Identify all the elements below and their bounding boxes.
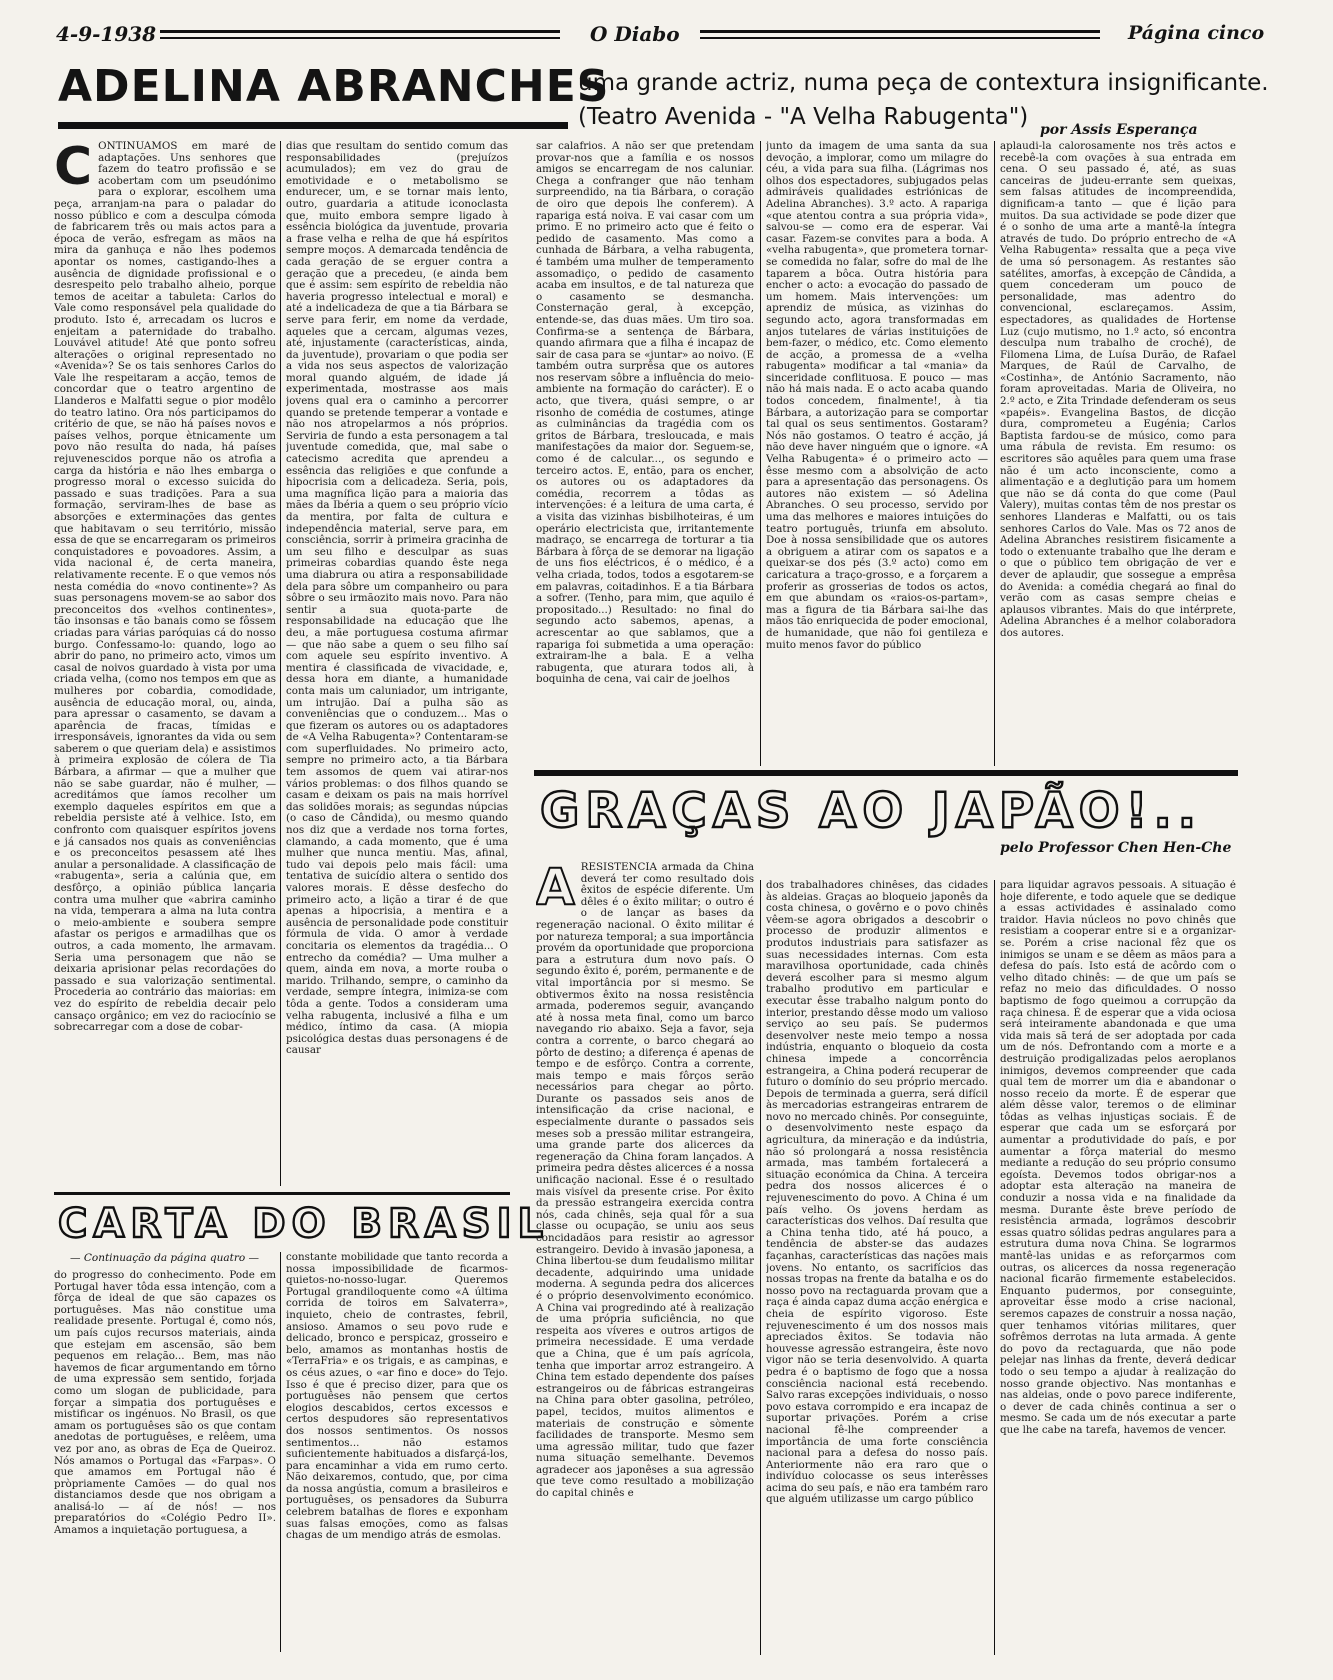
headline-subtitle-1: uma grande actriz, numa peça de contextura insignificante.	[578, 70, 1269, 96]
column-divider	[994, 141, 995, 766]
masthead-paper-name: O Diabo	[590, 22, 680, 46]
article1-col3-text: sar calafrios. A não ser que pretendam provar-nos que a família e os nossos amigos se encarregam de nos caluniar. Chega a confranger que não tenham surpreendido, na tia Bárbara, o coração de oiro que depois lhe conferem). A rapariga está noiva. E vai casar com um primo. E no primeiro acto que é feito o pedido de casamento. Mas como a cunhada de Bárbara, a velha rabugenta, é também uma mulher de temperamento assomadiço, o pedido de casamento acaba em insultos, e de tal natureza que o casamento se desmancha. Consternação geral, à excepção, entende-se, das duas mães. Um tiro soa. Confirma-se a sentença de Bárbara, quando afirmara que a filha é incapaz de sair de casa para se «juntar» ao noivo. (E também outra surprêsa que os autores nos reservam sôbre a influência do meio-ambiente na formação do carácter). E o acto, que tivera, quási sempre, o ar risonho de comédia de costumes, atinge as culminâncias da tragédia com os gritos de Bárbara, tresloucada, e mais manifestações da maior dor. Seguem-se, como é de calcular..., os segundo e terceiro actos. E, então, para os encher, os autores ou os adaptadores da comédia, recorrem a tôdas as intervenções: é a leitura de uma carta, é a visita das vizinhas bisbilhoteiras, é um operário electricista que, irritantemente madraço, se encarrega de torturar a tia Bárbara à fôrça de se demorar na ligação de uns fios eléctricos, é o médico, é a velha criada, todos, todos a esgotarem-se em palavras, coitadinhos. E a tia Bárbara a sofrer. (Tenho, para mim, que aquilo é propositado...) Resultado: no final do segundo acto sabemos, apenas, a acrescentar ao que sablamos, que a rapariga foi submetida a uma operação: extrairam-lhe a bala. E a velha rabugenta, que aturara todos ali, à boquinha de cena, vai cair de joelhos	[536, 141, 754, 686]
carta-do-brasil-title: CARTA DO BRASIL	[58, 1201, 549, 1247]
article2-column-2	[286, 1252, 508, 1655]
article2-col2-text: constante mobilidade que tanto recorda a nossa impossibilidade de ficarmos-quietos-no-nosso-lugar. Queremos Portugal grandiloquente como «A última corrida de toiros em Salvaterra», inquieto, cheio de contrastes, febril, ansioso. Amamos o seu povo rude e delicado, bronco e perspicaz, grosseiro e belo, amamos as montanhas hostis de «TerraFria» e os trigais, e as campinas, e os céus azues, o «ar fino e doce» do Tejo. Isso é que é preciso dizer, para que os portuguêses não pensem que certos elogios descabidos, certos excessos e certos despudores são representativos dos nossos sentimentos. Os nossos sentimentos... não estamos suficientemente habituados a disfarçá-los, para encaminhar a vida em rumo certo. Não deixaremos, contudo, que, por cima da nossa angústia, comum a brasileiros e portuguêses, os pensadores da Suburra celebrem batalhas de flores e exponham suas falsas emoções, como as falsas chagas de um mendigo atrás de esmolas.	[286, 1252, 508, 1542]
masthead-rule-left-2	[160, 37, 560, 39]
masthead-rule-right	[700, 30, 1100, 33]
masthead-rule-left	[160, 30, 560, 33]
article1-column-5	[1000, 141, 1236, 767]
article3-column-1	[536, 862, 754, 1657]
article1-column-2	[286, 141, 508, 1189]
column-divider	[280, 1252, 281, 1652]
article1-col5-text: aplaudi-la calorosamente nos três actos e recebê-la com ovações à sua entrada em cena. O seu passado é, até, as suas canceiras de judeu-errante sem queixas, sem falsas atitudes de incompreendida, dignificam-a tanto — que é lição para muitos. Da sua actividade se pode dizer que é o sonho de uma arte a mantê-la íntegra através de tudo. Do próprio entrecho de «A Velha Rabugenta» ressalta que a peça vive de uma só personagem. As restantes são satélites, amorfas, à excepção de Cândida, a quem concederam um pouco de personalidade, mas adentro do convencional, esclareçamos. Assim, espectadores, as qualidades de Hortense Luz (cujo mutismo, no 1.º acto, só encontra desculpa num trabalho de croché), de Filomena Lima, de Luísa Durão, de Rafael Marques, de Raúl de Carvalho, de «Costinha», de António Sacramento, não foram aproveitadas. Maria de Oliveira, no 2.º acto, e Zita Trindade defenderam os seus «papéis». Evangelina Bastos, de dicção dura, comprometeu a Eugénia; Carlos Baptista fardou-se de músico, como para uma rábula de revista. Em resumo: os escritores são aquêles para quem uma frase não é um acto inconsciente, como a alimentação e a deglutição para um homem que não se dá conta do que come (Paul Valery), muitas contas têm de nos prestar os senhores Llanderas e Malfatti, ou os tais senhores Carlos do Vale. Mas os 72 anos de Adelina Abranches resistirem fisicamente a todo o extenuante trabalho que lhe deram e o que o público tem obrigação de ver e dever de aplaudir, que sossegue a emprêsa do Avenida: a comédia chegará ao final do verão com as casas sempre cheias e aplausos vibrantes. Mais do que intérprete, Adelina Abranches é a melhor colaboradora dos autores.	[1000, 141, 1236, 639]
gracas-ao-japao-title: GRAÇAS AO JAPÃO!..	[540, 783, 1202, 839]
article1-column-1	[54, 141, 276, 1189]
section-rule-japao	[534, 770, 1238, 776]
carta-continuation-note: — Continuação da página quatro —	[70, 1252, 259, 1264]
headline-subtitle-2: (Teatro Avenida - "A Velha Rabugenta")	[578, 104, 1029, 130]
article1-col4-text: junto da imagem de uma santa da sua devoção, a implorar, como um milagre do céu, a vida para sua filha. (Lágrimas nos olhos dos espectadores, subjugados pelas admiráveis qualidades estriónicas de Adelina Abranches). 3.º acto. A rapariga «que atentou contra a sua própria vida», salvou-se — como era de esperar. Vai casar. Fazem-se convites para a boda. A «velha rabugenta», que prometera tornar-se comedida no falar, sofre do mal de lhe taparem a bôca. Outra história para encher o acto: a evocação do passado de um homem. Mais intervenções: um aprendiz de música, as vizinhas do segundo acto, agora transformadas em anjos tutelares de várias instituições de bem-fazer, o médico, etc. Como elemento de acção, a promessa de a «velha rabugenta» modificar a tal «mania» da sinceridade conflituosa. E pouco — mas não há mais nada. E o acto acaba quando todos concedem, finalmente!, à tia Bárbara, a autorização para se comportar tal qual os seus sentimentos. Gostaram? Nós não gostamos. O teatro é acção, já não deve haver ninguém que o ignore. «A Velha Rabugenta» é o primeiro acto — êsse mesmo com a absolvição de acto para a apresentação das personagens. Os autores não existem — só Adelina Abranches. O seu processo, servido por uma das melhores e maiores intuições do teatro português, triunfa em absoluto. Doe à nossa sensibilidade que os autores a obriguem a atirar com os sapatos e a queixar-se dos pés (3.º acto) como em caricatura a traço-grosso, e a forçarem a proferir as grosserias de todos os actos, em que abundam os «raios-os-partam», mas a figura de tia Bárbara sai-lhe das mãos tão enriquecida de poder emocional, de humanidade, que não foi gentileza e muito menos favor do público	[766, 141, 988, 651]
article1-column-3	[536, 141, 754, 767]
article3-column-2	[766, 880, 988, 1657]
masthead-date: 4-9-1938	[56, 22, 157, 46]
column-divider	[994, 880, 995, 1655]
headline-byline: por Assis Esperança	[1040, 122, 1198, 138]
article3-col3-text: para liquidar agravos pessoais. A situação é hoje diferente, e todo aquele que se dedique a essas actividades é assinalado como traidor. Havia núcleos no povo chinês que resistiam a cooperar entre si e a organizar-se. Porém a crise nacional fêz que os inimigos se unam e se dêem as mãos para a defesa do país. Isto está de acôrdo com o velho dìtado chinês: — de que um país se refaz no meio das dificuldades. O nosso baptismo de fogo queimou a corrupção da raça chinesa. É de esperar que a vida ociosa será inteiramente abandonada e que uma vida mais sã terá de ser adoptada por cada um de nós. Defrontando com a morte e a destruição prodigalizadas pelos aeroplanos inimigos, devemos compreender que cada qual tem de morrer um dia e abandonar o nosso receio da morte. É de esperar que além dêsse valor, teremos o de eliminar tôdas as velhas injustiças sociais. É de esperar que cada um se esforçará por aumentar a produtividade do país, e por aumentar a fôrça material do mesmo mediante a redução do seu próprio consumo egoísta. Devemos todos obrigar-nos a adoptar esta alteração na maneira de conduzir a nossa vida e na finalidade da mesma. Durante êste breve período de resistência armada, logrâmos descobrir essas quatro sólidas pedras angulares para a estrutura duma nova China. Se lograrmos mantê-las unidas e as reforçarmos com outras, os alicerces da nossa regeneração nacional ficarão firmemente estabelecidos. Enquanto pudermos, por conseguinte, aproveitar êsse modo a crise nacional, seremos capazes de construir a nossa nação, quer tenhamos vitórias militares, quer sofrêmos derrotas na luta armada. A gente do povo da rectaguarda, que não pode pelejar nas linhas da frente, deverá dedicar todo o seu tempo a ajudar à realização do nosso grande objectivo. Nas montanhas e nas aldeias, onde o povo parece indiferente, o dever de cada chinês continua a ser o mesmo. Se cada um de nós executar a parte que lhe cabe na tarefa, havemos de vencer.	[1000, 880, 1236, 1436]
headline-title: ADELINA ABRANCHES	[58, 61, 610, 112]
gracas-byline: pelo Professor Chen Hen-Che	[1000, 840, 1232, 856]
masthead-rule-right-2	[700, 37, 1100, 39]
column-divider	[280, 141, 281, 1186]
article2-column-1	[54, 1270, 276, 1655]
article3-col2-text: dos trabalhadores chinêses, das cidades às aldeias. Graças ao bloqueio japonês da costa chinesa, o govêrno e o povo chinês vêem-se agora obrigados a descobrir o processo de produzir alimentos e produtos industriais para satisfazer as suas necessidades internas. Com esta maravilhosa oportunidade, cada chinês deverá escolher para si mesmo algum trabalho produtivo em particular e executar êsse trabalho nalgum ponto do interior, prestando dêsse modo um valioso serviço ao seu país. Se pudermos desenvolver neste meio tempo a nossa indústria, enquanto o bloqueio da costa chinesa impede a concorrência estrangeira, a China poderá recuperar de futuro o domínio do seu próprio mercado. Depois de terminada a guerra, será difícil às mercadorias estrangeiras entrarem de novo no mercado chinês. Por conseguinte, o desenvolvimento neste espaço da agricultura, da mineração e da indústria, não só prolongará a nossa resistência armada, mas também fortalecerá a situação económica da China. A terceira pedra dos nossos alicerces é o rejuvenescimento do povo. A China é um país velho. Os jovens herdam as características dos velhos. Daí resulta que a China tenha tido, até há pouco, a tendência de abster-se das audazes façanhas, características das nações mais jovens. No entanto, os sacrifícios das nossas tropas na frente da batalha e os do nosso povo na rectaguarda provam que a raça é ainda capaz duma acção enérgica e cheia de espírito vigoroso. Este rejuvenescimento é um dos nossos mais apreciados êxitos. Se todavia não houvesse agressão estrangeira, êste novo vigor não se teria desenvolvido. A quarta pedra é o baptismo de fogo que a nossa consciência nacional está recebendo. Salvo raras excepções individuais, o nosso povo estava corrompido e era incapaz de suportar privações. Porém a crise nacional fê-lhe compreender a importância de uma forte consciência nacional para a defesa do nosso país. Anteriormente não era raro que o indivíduo colocasse os seus interêsses acima do seu país, e não era também raro que alguém utilizasse um cargo público	[766, 880, 988, 1506]
column-divider	[760, 141, 761, 766]
article1-column-4	[766, 141, 988, 767]
section-rule-brasil	[54, 1192, 510, 1195]
article1-dropcap: C	[54, 141, 93, 197]
article3-col1-text: RESISTÊNCIA armada da China deverá ter como resultado dois êxitos de espécie diferente. Um dêles é o êxito militar; o outro é o de lançar as bases da regeneração nacional. O êxito militar é por natureza temporal; a sua importância provém da oportunidade que proporciona para a estrutura dum novo país. O segundo êxito é, porém, permanente e de vital importância por si mesmo. Se obtivermos êxito na nossa resistência armada, poderemos seguir, avançando até à nossa meta final, como um barco navegando rio abaixo. Seja a favor, seja contra a corrente, o barco chegará ao pôrto de destino; a diferença é apenas de tempo e de esfôrço. Contra a corrente, mais tempo e mais fôrços serão necessários para chegar ao pôrto. Durante os passados seis anos de intensificação da crise nacional, e especialmente durante o passados seis meses sob a pressão militar estrangeira, uma grande parte dos alicerces da regeneração da China foram lançados. A primeira pedra dêstes alicerces é a nossa unificação nacional. Esse é o resultado mais visível da presente crise. Por êxito da pressão estrangeira exercida contra nós, cada chinês, seja qual fôr a sua classe ou ocupação, se uniu aos seus concidadãos para resistir ao agressor estrangeiro. Devido à invasão japonesa, a China libertou-se dum feudalismo militar decadente, adquirindo uma unidade moderna. A segunda pedra dos alicerces é o próprio desenvolvimento económico. A China vai progredindo até à realização de uma própria suficiência, no que respeita aos víveres e outros artigos de primeira necessidade. E uma verdade que a China, que é um país agrícola, tenha que importar arroz estrangeiro. A China tem estado dependente dos países estrangeiros ou de fábricas estrangeiras na China para obter gasolina, petróleo, papel, tecidos, muitos alimentos e materiais de construção e sòmente facilidades de transporte. Mesmo sem uma agressão militar, tudo que fazer numa situação semelhante. Devemos agradecer aos japonêses a sua agressão que teve como resultado a mobilização do capital chinês e	[536, 862, 754, 1500]
article1-col1-text: ONTINUAMOS em maré de adaptações. Uns senhores que fazem do teatro profissão e se acobertam com um pseudónimo para o explorar, escolhem uma peça, arranjam-na para o paladar do nosso público e com a desculpa cómoda de fabricarem três ou mais actos para a época de verão, esfregam as mãos na mira da ganhuça e não lhes podemos apontar os nomes, castigando-lhes a ausência de dignidade profissional e o desrespeito pelo trabalho alheio, porque temos de aceitar a tabuleta: Carlos do Vale como responsável pela qualidade do produto. Isto é, arrecadam os lucros e enjeitam a paternidade do trabalho. Louvável atitude! Até que ponto sofreu alterações o original representado no «Avenida»? Se os tais senhores Carlos do Vale lhe respeitaram a acção, temos de concordar que o teatro argentino de Llanderos e Malfatti segue o pior modêlo do teatro latino. Ora nós participamos do critério de que, se não há países novos e países velhos, porque ètnicamente um povo não resulta do nada, há países rejuvenescidos porque não os atrofia a carga da história e não lhes embarga o progresso moral o excesso suicida do passado e suas tradições. Para a sua formação, serviram-lhes de base as absorções e exterminações das gentes que habitavam o seu território, missão essa de que se encarregaram os primeiros conquistadores e povoadores. Assim, a vida nacional é, de certa maneira, relativamente recente. E o que vemos nós nesta comédia do «novo continente»? As suas personagens movem-se ao sabor dos preconceitos dos «velhos continentes», tão insonsas e tão banais como se fôssem criadas para várias paróquias cá do nosso burgo. Confessamo-lo: quando, logo ao abrir do pano, no primeiro acto, vimos um casal de noivos guardado à vista por uma criada velha, (como nos tempos em que as mulheres por cobardia, comodidade, ausência de educação moral, ou, ainda, para apressar o casamento, se davam a aparência de fracas, tímidas e irresponsáveis, ignorantes da vida ou sem saberem o que queriam dela) e assistimos à primeira explosão de cólera de Tia Bárbara, a afirmar — que a mulher que não se sabe guardar, não é mulher, — acreditámos que íamos recolher um exemplo daqueles espíritos em que a rebeldia persiste até à velhice. Isto, em confronto com quaisquer espíritos jovens e já cansados nos quais as conveniências e os preconceitos pesassem até lhes anular a personalidade. A classificação de «rabugenta», seria a calúnia que, em desfôrço, a opinião pública lançaria contra uma mulher que «abrira caminho na vida, temperara a alma na luta contra o meio-ambiente e soubera sempre afastar os perigos e armadilhas que os outros, a cada momento, lhe armavam. Seria uma personagem que não se deixaria aprisionar pelas recordações do passado e sua valorização sentimental. Procederia ao contrário das maiorias: em vez do espírito de rebeldia decair pelo cansaço orgânico; em vez do raciocínio se sobrecarregar com a dose de cobar-	[54, 141, 276, 1034]
article2-col1-text: do progresso do conhecimento. Pode em Portugal haver tôda essa intenção, com a fôrça de ideal de que são capazes os portuguêses. Mas não constitue uma realidade presente. Portugal é, como nós, um país cujos recursos materiais, ainda que estejam em ascensão, são bem pequenos em relação... Bem, mas não havemos de ficar argumentando em tôrno de uma expressão sem sentido, forjada como um slogan de publicidade, para forçar a simpatia dos portuguêses e mistificar os ingénuos. No Brasil, os que amam os portuguêses são os que contam anedotas de portuguêses, e relêem, uma vez por ano, as obras de Eça de Queiroz. Nós amamos o Portugal das «Farpas». O que amamos em Portugal não é pròpriamente Camões — do qual nos distanciamos desde que nos obrigam a analisá-lo — aí de nós! — nos preparatórios do «Colégio Pedro II». Amamos a inquietação portuguesa, a	[54, 1270, 276, 1537]
masthead-page-number: Página cinco	[1128, 22, 1265, 44]
article3-column-3	[1000, 880, 1236, 1657]
headline-underline	[58, 122, 568, 129]
column-divider	[760, 880, 761, 1655]
article1-col2-text: dias que resultam do sentido comum das responsabilidades (prejuízos acumulados); em vez do grau de emotividade e o metabolismo se endurecer, um, e se tornar mais lento, outro, guardaria a atitude iconoclasta que, muito embora sempre ligado à essência biológica da juventude, provaria a frase velha e relha de que há espíritos sempre moços. A demarcada tendência de cada geração de se erguer contra a geração que a precedeu, (e ainda bem que é assim: sem espírito de rebeldia não haveria progresso intelectual e moral) e até a indelicadeza de que a tia Bárbara se serve para ferir, em nome da verdade, aqueles que a cercam, algumas vezes, até, injustamente (características, ainda, da juventude), provariam o que podia ser a vida nos seus aspectos de valorização moral quando alguém, de idade já experimentada, mostrasse aos mais jovens qual era o caminho a percorrer quando se pretende temperar a vontade e não nos atropelarmos a nós próprios. Serviria de fundo a esta personagem a tal juventude comedida, que, mal sabe o catecismo acredita que aprendeu a essência das religiões e que confunde a hipocrisia com a delicadeza. Seria, pois, uma magnífica lição para a maioria das mães da Ibéria a quem o seu próprio vício da mentira, por falta de cultura e independência material, serve para, em consciência, sorrir à primeira gracinha de um seu filho e desculpar as suas primeiras cobardias quando êste nega uma diabrura ou atira a responsabilidade dela para sôbre um companheiro ou para sôbre o seu irmãozito mais novo. Para não sentir a sua quota-parte de responsabilidade na educação que lhe deu, a mãe portuguesa costuma afirmar — que não sabe a quem o seu filho saí com aquele seu espírito inventivo. A mentira é classificada de vivacidade, e, dessa hora em diante, a humanidade conta mais um caluniador, um intrigante, um intrujão. Daí a pulha são as conveniências que o conduzem... Mas o que fizeram os autores ou os adaptadores de «A Velha Rabugenta»? Contentaram-se com superfluidades. No primeiro acto, sempre no primeiro acto, a tia Bárbara tem assomos de quem vai atirar-nos vários problemas: o dos filhos quando se casam e deixam os pais na mais horrível das solidões morais; as segundas núpcias (o caso de Cândida), ou mesmo quando nos diz que a verdade nos torna fortes, clamando, a cada momento, que é uma mulher que nunca mentiu. Mas, afinal, tudo vai depois pelo mais fácil: uma tentativa de suicídio altera o sentido dos valores morais. E dêsse desfecho do primeiro acto, a lição a tirar é de que apenas a hipocrisia, a mentira e a ausência de personalidade pode constituir fórmula de vida. O amor à verdade concitaria os elementos da tragédia... O entrecho da comédia? — Uma mulher a quem, ainda em nova, a morte rouba o marido. Trilhando, sempre, o caminho da verdade, sempre íntegra, inimiza-se com tôda a gente. Todos a consideram uma velha rabugenta, inclusivé a filha e um médico, íntimo da casa. (A miopia psicológica destas duas personagens é de causar	[286, 141, 508, 1057]
article3-dropcap: A	[536, 862, 575, 916]
